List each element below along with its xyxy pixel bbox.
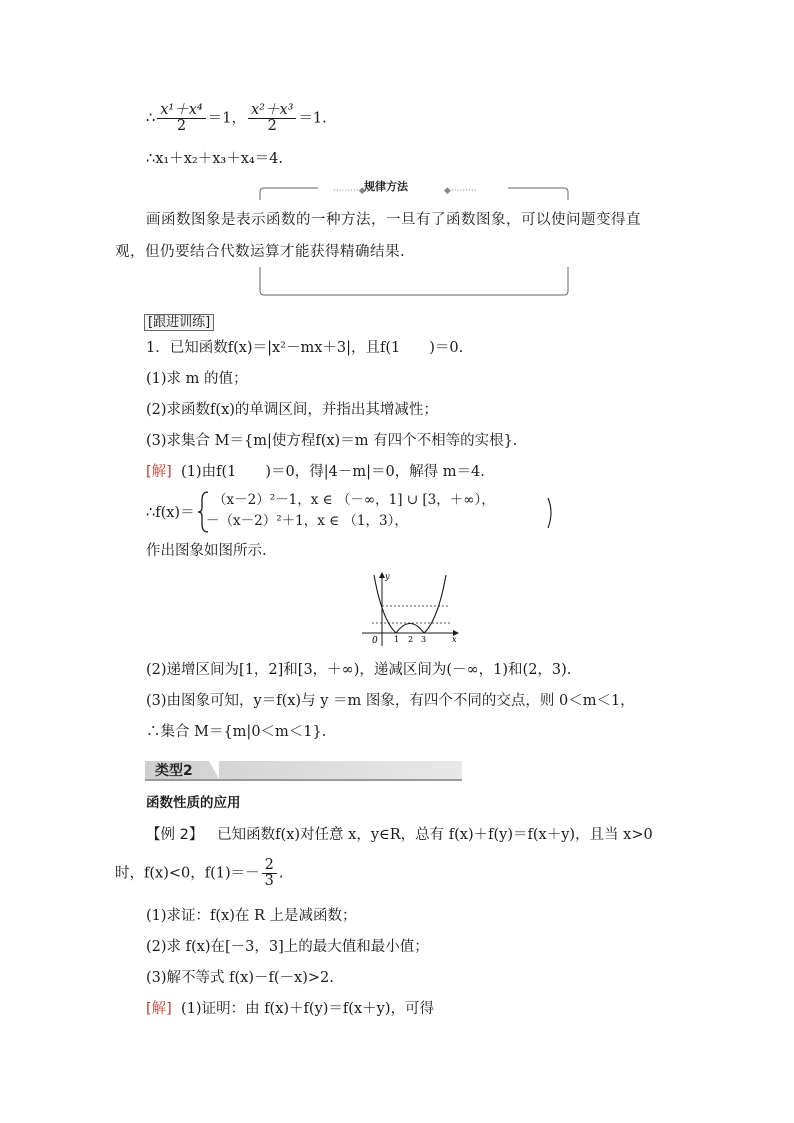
therefore-symbol: ∴ xyxy=(146,110,156,127)
origin-label: 0 xyxy=(372,636,378,646)
example-2-solution-text: (1)证明：由 f(x)＋f(y)＝f(x＋y)，可得 xyxy=(181,1001,434,1017)
tick-3: 3 xyxy=(421,635,427,644)
tick-2: 2 xyxy=(408,635,414,644)
equation-line-1 xyxy=(146,103,327,134)
piecewise-right-paren xyxy=(546,496,556,530)
example-2-part-3: (3)解不等式 f(x)－f(－x)>2. xyxy=(146,970,334,986)
example-2-line-1 xyxy=(146,825,653,845)
follow-training-label: [跟进训练] xyxy=(144,314,214,331)
method-box-text-1: 画函数图象是表示函数的一种方法，一旦有了函数图象，可以使问题变得直 xyxy=(146,212,641,228)
solution-line-4: ∴集合 M＝{m|0＜m＜1}. xyxy=(146,724,327,740)
fraction-2 xyxy=(248,103,296,134)
svg-text:·········◆: ·········◆ xyxy=(333,186,366,196)
equation-mid: ＝1， xyxy=(207,110,246,127)
example-2-line-1-text: 已知函数f(x)对任意 x，y∈R，总有 f(x)＋f(y)＝f(x＋y)，且当 x>0 xyxy=(217,827,653,843)
y-axis-label: y xyxy=(385,572,390,581)
method-box-text-2: 观，但仍要结合代数运算才能获得精确结果. xyxy=(115,244,406,260)
example-2-part-2: (2)求 f(x)在[－3，3]上的最大值和最小值； xyxy=(146,939,429,955)
solution-line-1-text: (1)由f(1 )＝0，得|4－m|＝0，解得 m＝4. xyxy=(181,464,485,480)
piecewise-lhs: ∴f(x)＝ xyxy=(146,505,195,521)
equation-line-2: ∴x₁＋x₂＋x₃＋x₄＝4. xyxy=(146,151,284,167)
curve-right xyxy=(424,575,446,633)
example-2-part-1: (1)求证：f(x)在 R 上是减函数； xyxy=(146,908,357,924)
equation-end: ＝1. xyxy=(298,110,327,127)
fraction-1-numerator: x¹＋x⁴ xyxy=(157,103,205,119)
example-2-line-2 xyxy=(115,858,283,889)
example-2-tag: 【例 2】 xyxy=(146,827,204,843)
solution-line-3: (3)由图象可知，y＝f(x)与 y ＝m 图象，有四个不同的交点，则 0＜m＜1， xyxy=(146,693,635,709)
type-2-heading: 函数性质的应用 xyxy=(146,795,241,811)
example-2-fraction-denominator: 3 xyxy=(264,873,274,889)
method-box-bottom-border xyxy=(258,265,570,299)
piecewise-row-1: （x－2）²－1，x ∈ （－∞，1] ∪ [3，＋∞）， xyxy=(213,492,495,508)
method-box-title: 规律方法 xyxy=(364,180,408,193)
example-2-fraction xyxy=(262,858,277,889)
fraction-1-denominator: 2 xyxy=(176,118,187,134)
question-1-part-3: (3)求集合 M＝{m|使方程f(x)＝m 有四个不相等的实根}. xyxy=(146,433,518,449)
question-1-part-2: (2)求函数f(x)的单调区间，并指出其增减性； xyxy=(146,402,438,418)
solution-line-2: (2)递增区间为[1，2]和[3，＋∞)，递减区间为(－∞，1)和(2，3). xyxy=(146,662,572,678)
example-2-fraction-numerator: 2 xyxy=(262,858,277,874)
question-1: 1．已知函数f(x)＝|x²－mx＋3|，且f(1 )＝0. xyxy=(146,340,464,356)
example-2-line-2-end: . xyxy=(278,865,284,882)
tick-1: 1 xyxy=(394,635,400,644)
fraction-2-denominator: 2 xyxy=(267,118,277,134)
follow-training-tag xyxy=(144,312,214,333)
solution-line-1 xyxy=(146,462,485,482)
curve-left xyxy=(374,575,396,633)
solution-tag: [解] xyxy=(146,464,172,480)
piecewise-row-2: －（x－2）²＋1，x ∈ （1，3）， xyxy=(206,513,408,529)
fraction-2-numerator: x²＋x³ xyxy=(248,103,296,119)
example-2-line-2-text: 时，f(x)<0，f(1)＝－ xyxy=(115,865,260,882)
type-2-label: 类型2 xyxy=(155,763,193,779)
example-2-solution-tag: [解] xyxy=(146,1001,172,1017)
example-2-solution-line-1 xyxy=(146,999,434,1019)
x-axis-label: x xyxy=(452,635,457,644)
fraction-1 xyxy=(157,103,205,134)
curve-middle xyxy=(396,624,424,634)
graph-note: 作出图象如图所示. xyxy=(146,543,267,559)
type-2-notch xyxy=(209,761,219,779)
question-1-part-1: (1)求 m 的值； xyxy=(146,371,248,387)
type-2-banner xyxy=(145,761,462,781)
svg-text:◆·········: ◆········· xyxy=(444,186,477,196)
function-graph xyxy=(360,570,465,648)
